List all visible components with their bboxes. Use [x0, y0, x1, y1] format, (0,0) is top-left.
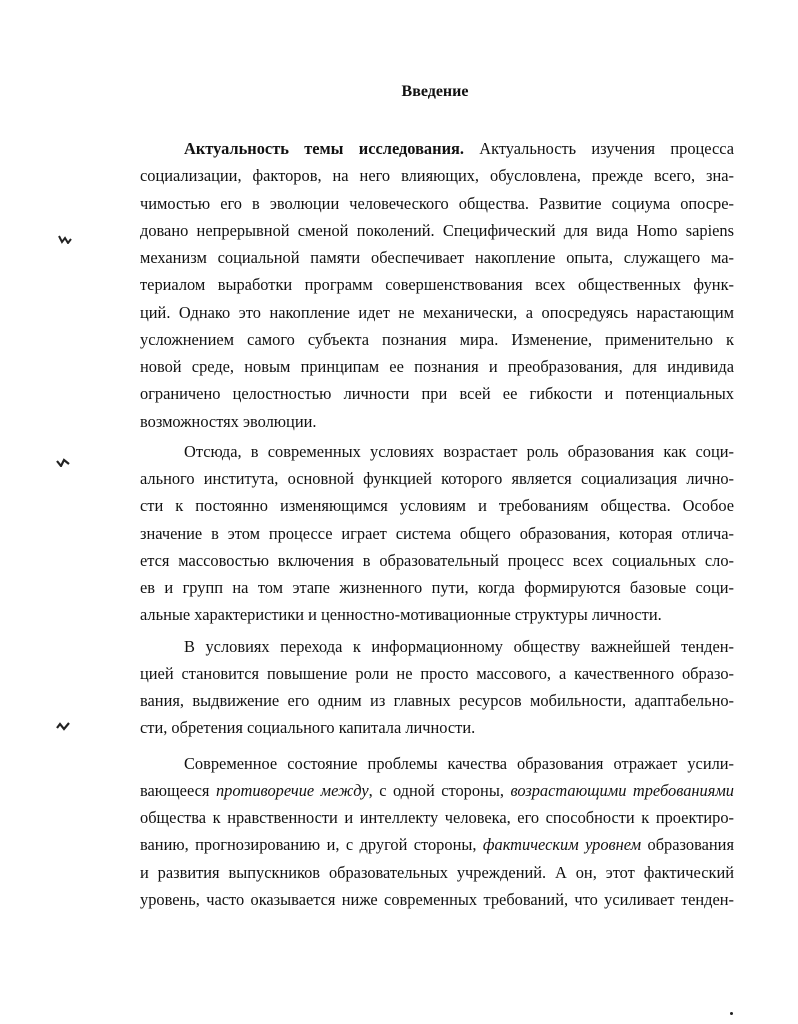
text-run: сти, обретения социального капитала личности. — [140, 718, 476, 738]
text-run: ется массовостью включения в образовательный процесс всех социальных сло- — [140, 550, 734, 570]
italic-phrase: противоречие между — [215, 780, 369, 800]
text-run: ограничено целостностью личности при всей ее гибкости и потенциальных — [140, 384, 734, 404]
text-line — [140, 496, 734, 516]
text-line — [140, 221, 734, 241]
text-line — [140, 194, 734, 214]
text-run: вания, выдвижение его одним из главных ресурсов мобильности, адаптабельно- — [140, 691, 734, 710]
text-run: и развития выпускников образовательных учреждений. А он, этот фактический — [140, 862, 734, 882]
text-run: значение в этом процессе играет система общего образования, которая отлича- — [140, 523, 734, 543]
text-line — [140, 551, 734, 571]
text-line — [184, 754, 734, 774]
text-run: уровень, часто оказывается ниже современных требований, что усиливает тенден- — [140, 889, 734, 909]
scan-speck — [730, 1012, 733, 1015]
text-run: альные характеристики и ценностно-мотивационные структуры личности. — [140, 605, 662, 625]
text-line — [140, 835, 734, 855]
text-run: В условиях перехода к информационному обществу важнейшей тенден- — [184, 636, 734, 656]
text-line — [184, 139, 734, 159]
text-run: образования — [641, 835, 734, 855]
text-line — [140, 166, 734, 186]
text-line — [140, 303, 734, 323]
text-run: ального института, основной функцией которого является социализация лично- — [140, 469, 734, 488]
text-run: возможностях эволюции. — [140, 411, 317, 431]
text-line — [140, 605, 734, 625]
text-line — [184, 442, 734, 462]
text-line — [184, 637, 734, 657]
text-line — [140, 578, 734, 598]
text-run: Современное состояние проблемы качества образования отражает усили- — [184, 753, 734, 773]
text-run: довано непрерывной сменой поколений. Специфический для вида Homo sapiens — [140, 220, 734, 240]
italic-phrase: фактическим уровнем — [482, 835, 642, 855]
text-line — [140, 330, 734, 350]
text-line — [140, 863, 734, 883]
text-line — [140, 808, 734, 828]
text-run: , с одной стороны, — [368, 780, 511, 800]
margin-mark-icon — [56, 458, 70, 467]
text-run: общества к нравственности и интеллекту человека, его способности к проектиро- — [140, 808, 734, 827]
text-run: Актуальность изучения процесса — [463, 139, 734, 158]
text-line — [140, 691, 734, 711]
text-run: ванию, прогнозированию и, с другой стороны, — [140, 835, 483, 855]
text-run: социализации, факторов, на него влияющих, обусловлена, прежде всего, зна- — [140, 166, 734, 186]
text-run: териалом выработки программ совершенствования всех общественных функ- — [140, 275, 734, 295]
text-line — [140, 890, 734, 910]
text-run: чимостью его в эволюции человеческого общества. Развитие социума опосре- — [140, 193, 734, 213]
text-run: вающееся — [140, 780, 216, 800]
text-line — [140, 781, 734, 801]
text-line — [140, 357, 734, 377]
text-line — [140, 248, 734, 268]
page-title: Введение — [401, 83, 469, 100]
text-run: усложнением самого субъекта познания мира. Изменение, применительно к — [140, 329, 734, 349]
margin-mark-icon — [58, 235, 72, 244]
text-run: новой среде, новым принципам ее познания и преобразования, для индивида — [140, 357, 734, 376]
text-line — [140, 524, 734, 544]
margin-mark-icon — [56, 722, 70, 731]
text-run: ев и групп на том этапе жизненного пути, когда формируются базовые соци- — [140, 578, 734, 597]
text-run: цией становится повышение роли не просто массового, а качественного образо- — [140, 663, 734, 683]
text-line — [140, 384, 734, 404]
text-run: механизм социальной памяти обеспечивает накопление опыта, служащего ма- — [140, 248, 734, 267]
text-line — [140, 275, 734, 295]
italic-phrase: возрастающими требованиями — [510, 780, 734, 800]
text-run: ций. Однако это накопление идет не механически, а опосредуясь нарастающим — [140, 302, 734, 322]
text-line — [140, 469, 734, 489]
text-line — [140, 412, 734, 432]
text-line — [140, 718, 734, 738]
text-run: сти к постоянно изменяющимся условиям и требованиям общества. Особое — [140, 496, 734, 516]
text-line — [140, 664, 734, 684]
bold-phrase: Актуальность темы исследования. — [184, 139, 464, 158]
text-run: Отсюда, в современных условиях возрастает роль образования как соци- — [184, 441, 734, 461]
